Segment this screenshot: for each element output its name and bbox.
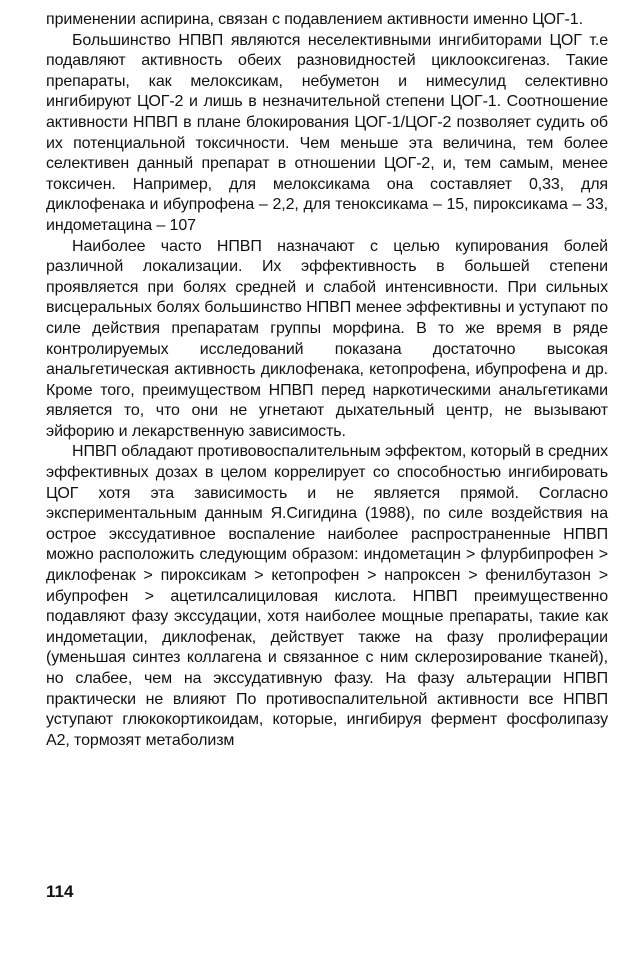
paragraph-continuation: применении аспирина, связан с подавлением активности именно ЦОГ-1. <box>46 11 583 28</box>
paragraph-analgesic-use: Наиболее часто НПВП назначают с целью купирования болей различной локализации. Их эффективность в большей степени проявляется при болях средней и слабой интенсивности. При сильных висцеральных болях большинство НПВП менее эффективны и уступают по силе действия препаратам группы морфина. В то же время в ряде контролируемых исследований показана достаточно высокая анальгетическая активность диклофенака, кетопрофена, ибупрофена и др. Кроме того, преимуществом НПВП перед наркотическими анальгетиками является то, что они не угнетают дыхательный центр, не вызывают эйфорию и лекарственную зависимость. <box>46 237 608 440</box>
paragraph-cox-selectivity: Большинство НПВП являются неселективными ингибиторами ЦОГ т.е подавляют активность обеих разновидностей циклооксигеназ. Такие препараты, как мелоксикам, небуметон и нимесулид селективно ингибируют ЦОГ-2 и лишь в незначительной степени ЦОГ-1. Соотношение активности НПВП в плане блокирования ЦОГ-1/ЦОГ-2 позволяет судить об их потенциальной токсичности. Чем меньше эта величина, тем более селективен данный препарат в отношении ЦОГ-2, и, тем самым, менее токсичен. Например, для мелоксикама она составляет 0,33, для диклофенака и ибупрофена – 2,2, для теноксикама – 15, пироксикама – 33, индометацина – 107 <box>46 31 608 234</box>
page-number: 114 <box>46 882 74 901</box>
body-text <box>46 10 608 751</box>
paragraph-anti-inflammatory: НПВП обладают противовоспалительным эффектом, который в средних эффективных дозах в целом коррелирует со способностью ингибировать ЦОГ хотя эта зависимость и не является прямой. Согласно экспериментальным данным Я.Сигидина (1988), по силе воздействия на острое экссудативное воспаление наиболее распространенные НПВП можно расположить следующим образом: индометацин > флурбипрофен > диклофенак > пироксикам > кетопрофен > напроксен > фенилбутазон > ибупрофен > ацетилсалициловая кислота. НПВП преимущественно подавляют фазу экссудации, хотя наиболее мощные препараты, такие как индометации, диклофенак, действует также на фазу пролиферации (уменьшая синтез коллагена и связанное с ним склерозирование тканей), но слабее, чем на экссудативную фазу. На фазу альтерации НПВП практически не влияют По противоспалительной активности все НПВП уступают глюкокортикоидам, которые, ингибируя фермент фосфолипазу А2, тормозят метаболизм <box>46 443 608 749</box>
